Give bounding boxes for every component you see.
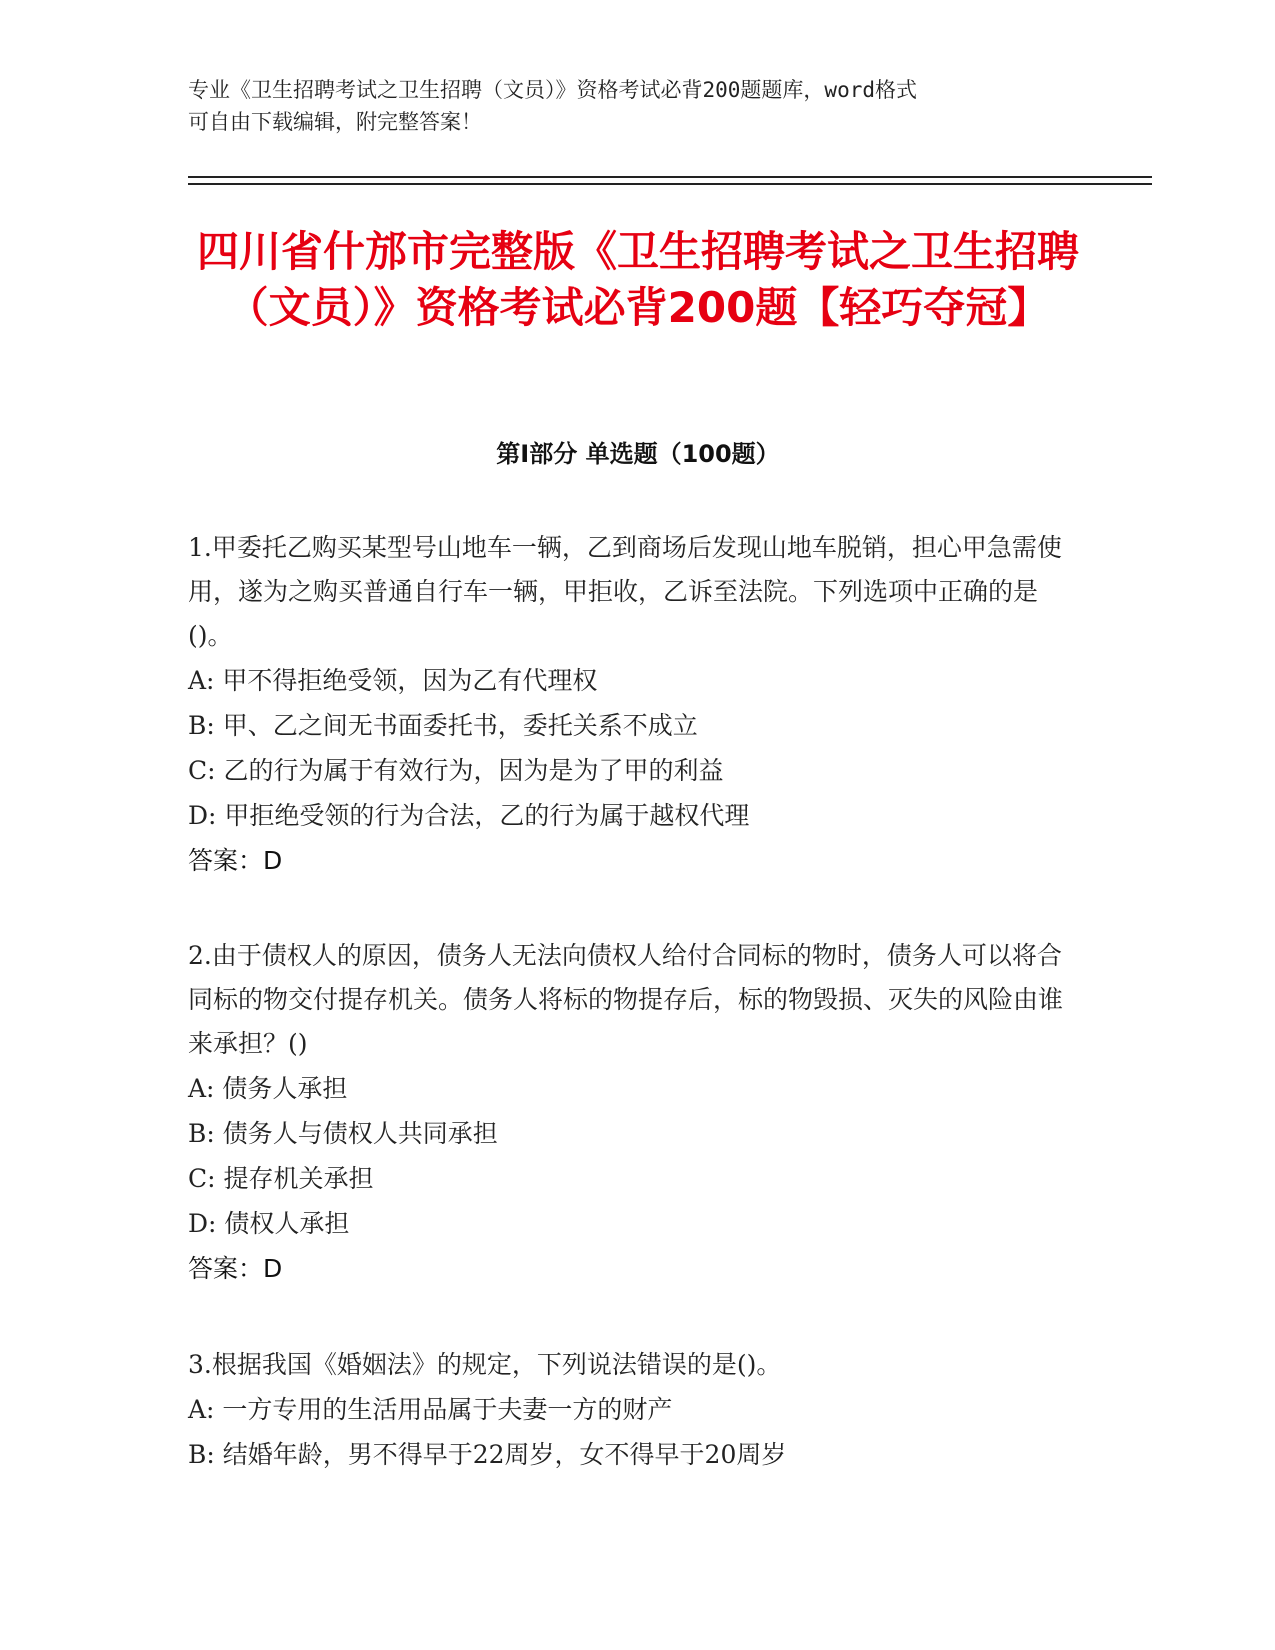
option-b: B: 甲、乙之间无书面委托书，委托关系不成立 xyxy=(188,711,698,740)
section-heading: 第I部分 单选题（100题） xyxy=(496,440,780,468)
option-a: A: 债务人承担 xyxy=(188,1074,348,1103)
option-b: B: 债务人与债权人共同承担 xyxy=(188,1119,498,1148)
question-3 xyxy=(188,1343,1068,1477)
header-divider-top xyxy=(188,176,1152,178)
header-divider-bottom xyxy=(188,183,1152,185)
option-b: B: 结婚年龄，男不得早于22周岁，女不得早于20周岁 xyxy=(188,1440,787,1469)
option-d: D: 甲拒绝受领的行为合法，乙的行为属于越权代理 xyxy=(188,801,750,830)
question-1 xyxy=(188,526,1068,884)
option-a: A: 甲不得拒绝受领，因为乙有代理权 xyxy=(188,666,598,695)
question-stem: 2.由于债权人的原因，债务人无法向债权人给付合同标的物时，债务人可以将合同标的物交付提存机关。债务人将标的物提存后，标的物毁损、灭失的风险由谁来承担？() xyxy=(188,941,1064,1058)
header-note: 专业《卫生招聘考试之卫生招聘（文员）》资格考试必背200题题库，word格式 可自由下载编辑，附完整答案！ xyxy=(188,78,917,134)
answer-line: 答案：D xyxy=(188,846,283,875)
question-2 xyxy=(188,934,1068,1292)
answer-line: 答案：D xyxy=(188,1254,283,1283)
option-c: C: 提存机关承担 xyxy=(188,1164,374,1193)
document-title: 四川省什邡市完整版《卫生招聘考试之卫生招聘（文员）》资格考试必背200题【轻巧夺冠】 xyxy=(196,227,1079,332)
question-stem: 3.根据我国《婚姻法》的规定，下列说法错误的是()。 xyxy=(188,1350,782,1379)
option-d: D: 债权人承担 xyxy=(188,1209,350,1238)
option-a: A: 一方专用的生活用品属于夫妻一方的财产 xyxy=(188,1395,673,1424)
option-c: C: 乙的行为属于有效行为，因为是为了甲的利益 xyxy=(188,756,724,785)
question-stem: 1.甲委托乙购买某型号山地车一辆，乙到商场后发现山地车脱销，担心甲急需使用，遂为之购买普通自行车一辆，甲拒收，乙诉至法院。下列选项中正确的是()。 xyxy=(188,533,1062,650)
